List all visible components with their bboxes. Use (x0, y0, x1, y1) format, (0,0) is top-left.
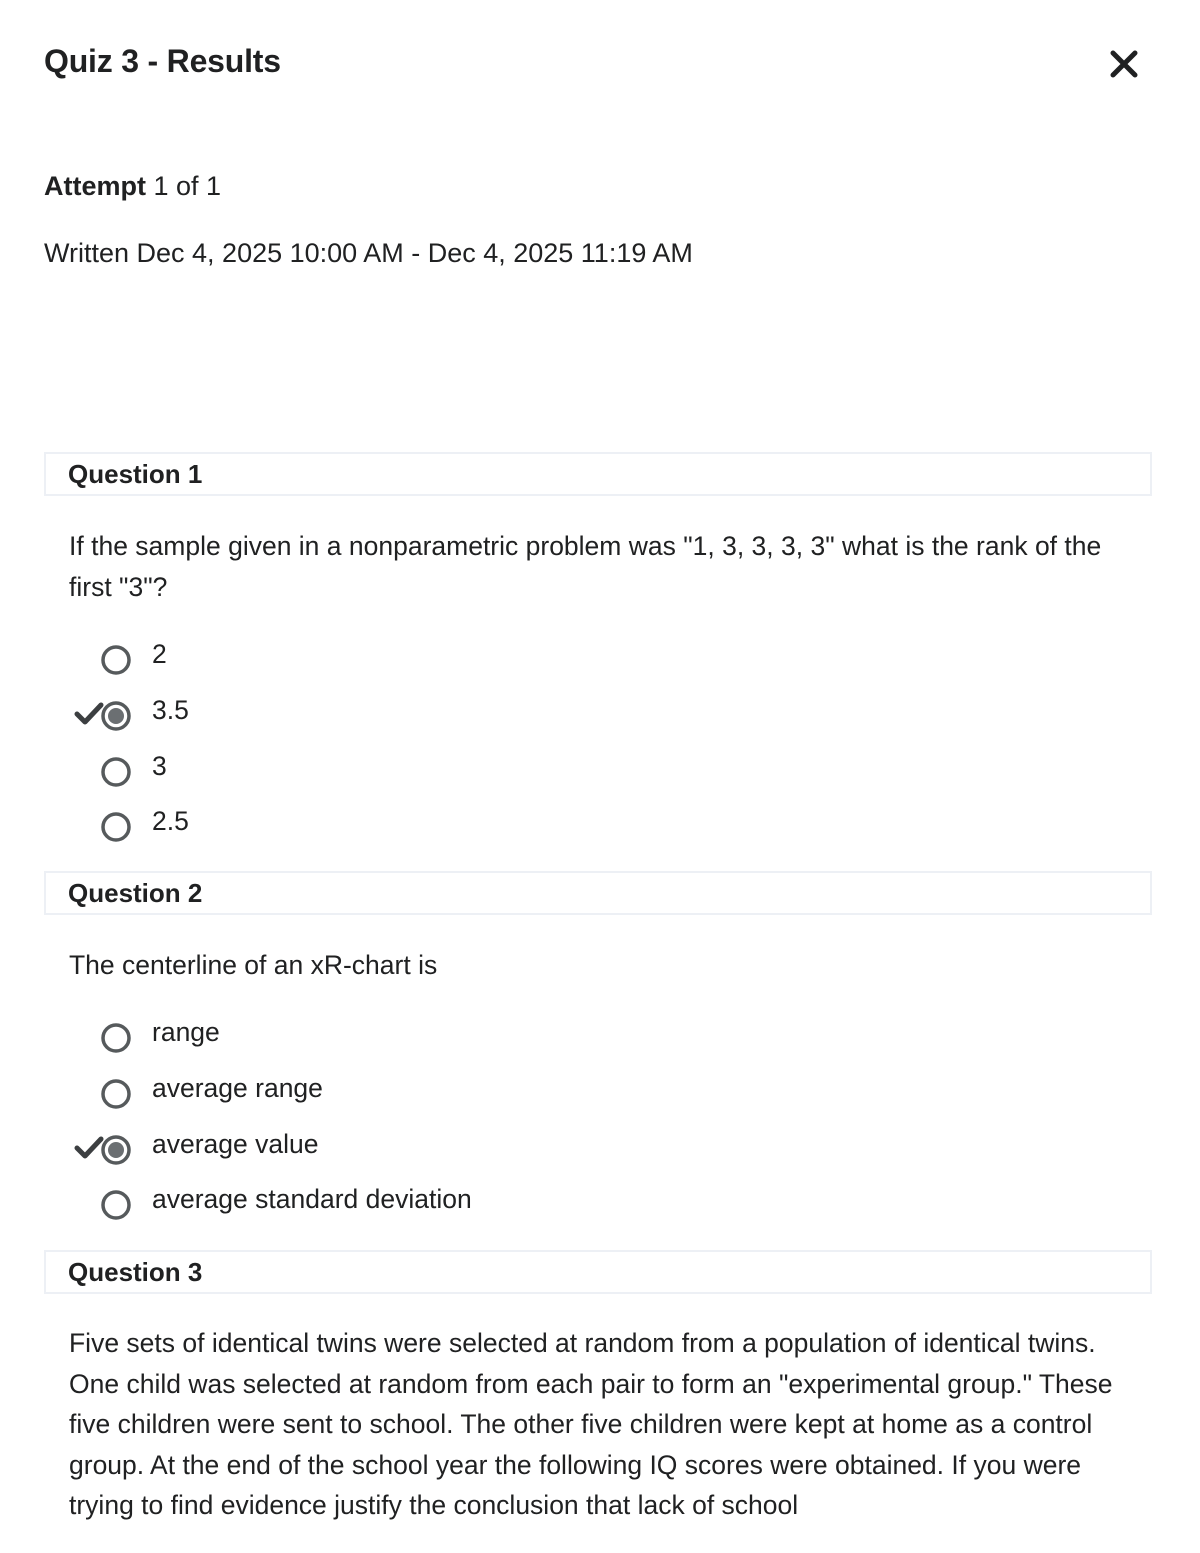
answer-option[interactable] (70, 752, 770, 792)
answer-option-label: average range (152, 1073, 323, 1103)
answer-option-label: 2 (152, 639, 167, 669)
close-button[interactable] (1100, 40, 1148, 88)
radio-unselected-icon[interactable] (100, 1078, 132, 1110)
answer-option[interactable] (70, 1018, 770, 1058)
answer-option-label: 3.5 (152, 695, 189, 725)
question-header (44, 1250, 1152, 1294)
radio-unselected-icon[interactable] (100, 1189, 132, 1221)
question-title: Question 2 (68, 878, 203, 908)
attempt-info (44, 166, 221, 206)
attempt-value: 1 of 1 (153, 171, 222, 201)
question-title: Question 1 (68, 459, 203, 489)
radio-unselected-icon[interactable] (100, 756, 132, 788)
question-text: The centerline of an xR-chart is (69, 950, 438, 980)
written-date-range: Written Dec 4, 2025 10:00 AM - Dec 4, 2025 11:19 AM (44, 238, 693, 268)
answer-option-label: 2.5 (152, 806, 189, 836)
answer-option[interactable] (70, 807, 770, 847)
attempt-label: Attempt (44, 171, 146, 201)
answer-option-label: 3 (152, 751, 167, 781)
answer-option-selected[interactable] (70, 696, 770, 736)
question-header (44, 452, 1152, 496)
answer-option[interactable] (70, 1185, 770, 1225)
question-header (44, 871, 1152, 915)
radio-selected-icon[interactable] (100, 700, 132, 732)
radio-unselected-icon[interactable] (100, 1022, 132, 1054)
radio-unselected-icon[interactable] (100, 811, 132, 843)
radio-unselected-icon[interactable] (100, 644, 132, 676)
close-icon (1100, 40, 1148, 88)
answer-option-label: average standard deviation (152, 1184, 472, 1214)
answer-option-selected[interactable] (70, 1130, 770, 1170)
answer-option-label: average value (152, 1129, 319, 1159)
page-title: Quiz 3 - Results (44, 43, 281, 79)
radio-selected-icon[interactable] (100, 1134, 132, 1166)
question-title: Question 3 (68, 1257, 203, 1287)
answer-option[interactable] (70, 1074, 770, 1114)
answer-option[interactable] (70, 640, 770, 680)
answer-option-label: range (152, 1017, 220, 1047)
question-text: Five sets of identical twins were selected at random from a population of identical twins. One child was selected at random from each pair to form an "experimental group." These five children were sent to school. The other five children were kept at home as a control group. At the end of the school year the following IQ scores were obtained. If you were trying to find evidence justify the conclusion that lack of school (69, 1328, 1113, 1520)
question-text: If the sample given in a nonparametric problem was "1, 3, 3, 3, 3" what is the rank of the first "3"? (69, 531, 1102, 602)
